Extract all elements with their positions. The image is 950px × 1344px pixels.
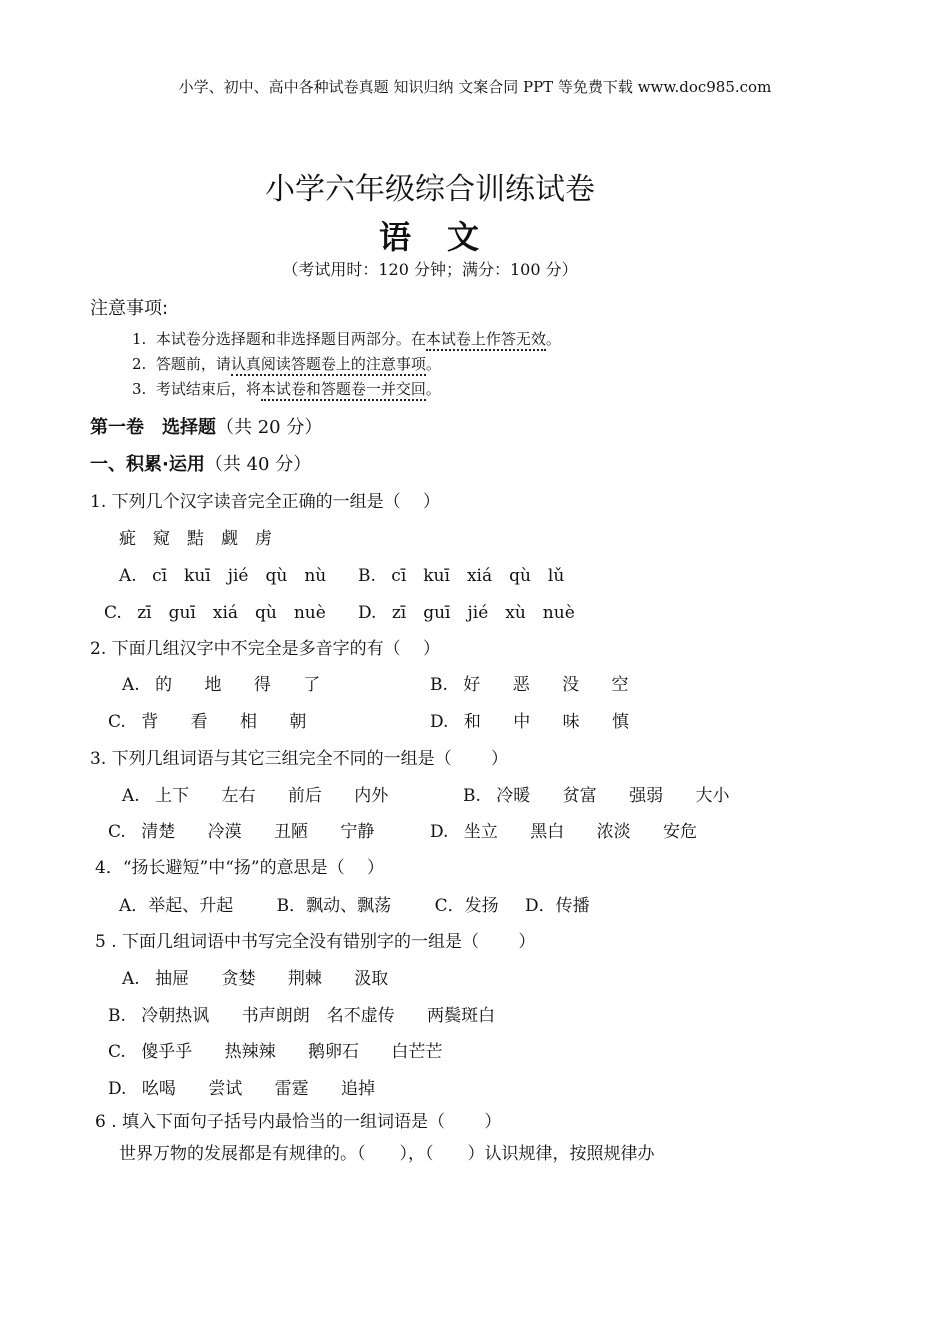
notice-item-text: 考试结束后，将 (155, 380, 261, 398)
question-4-options: A．举起、升起 B．飘动、飘荡 C．发扬 D．传播 (119, 896, 590, 916)
notice-item-end: 。 (425, 355, 441, 373)
question-3-option-a: A. 上下 左右 前后 内外 (122, 786, 389, 806)
notice-item (132, 378, 441, 399)
exam-info: （考试用时：120 分钟；满分：100 分） (282, 260, 578, 279)
question-2-option-b: B. 好 恶 没 空 (430, 675, 629, 695)
question-5-option-c: C. 傻乎乎 热辣辣 鹅卵石 白芒芒 (108, 1042, 443, 1062)
question-2-option-a: A. 的 地 得 了 (122, 675, 321, 695)
question-2-option-d: D. 和 中 味 慎 (430, 712, 630, 732)
question-1-chars: 疵 窥 黠 觑 虏 (119, 529, 272, 549)
part-heading (90, 413, 322, 439)
notice-item-end: 。 (425, 380, 441, 398)
question-6-stem: 6 . 填入下面句子括号内最恰当的一组词语是（ ） (95, 1112, 502, 1132)
section-heading (90, 450, 311, 476)
emphasis-text: 认真阅读答题卷上的注意事项 (231, 355, 426, 376)
question-5-option-d: D. 吆喝 尝试 雷霆 追掉 (108, 1079, 376, 1099)
notice-item-number: 2. (132, 355, 147, 373)
question-5-option-b: B. 冷朝热讽 书声朗朗 名不虚传 两鬓斑白 (108, 1006, 496, 1026)
notice-item-number: 1. (132, 330, 147, 348)
question-4-stem: 4．“扬长避短”中“扬”的意思是（ ） (95, 858, 384, 878)
notice-item-text: 本试卷分选择题和非选择题目两部分。在 (155, 330, 426, 348)
question-6-sentence: 世界万物的发展都是有规律的。（ ），（ ）认识规律，按照规律办 (119, 1144, 655, 1164)
question-2-option-c: C. 背 看 相 朝 (108, 712, 307, 732)
section-title: 一、积累·运用 (90, 454, 205, 475)
notice-item-text: 答题前，请 (155, 355, 231, 373)
notice-item (132, 353, 441, 374)
question-3-option-d: D. 坐立 黑白 浓淡 安危 (430, 822, 698, 842)
exam-title: 小学六年级综合训练试卷 (265, 172, 595, 207)
notice-item-number: 3. (132, 380, 147, 398)
notice-item-end: 。 (545, 330, 561, 348)
site-header: 小学、初中、高中各种试卷真题 知识归纳 文案合同 PPT 等免费下载 www.doc985.com (178, 78, 772, 96)
notice-heading: 注意事项: (90, 298, 169, 319)
question-3-option-b: B. 冷暖 贫富 强弱 大小 (463, 786, 730, 806)
question-5-stem: 5 . 下面几组词语中书写完全没有错别字的一组是（ ） (95, 932, 536, 952)
notice-item (132, 328, 561, 349)
part-title: 第一卷 选择题 (90, 417, 216, 438)
question-1-stem: 1. 下列几个汉字读音完全正确的一组是（ ） (90, 492, 441, 512)
question-3-option-c: C. 清楚 冷漠 丑陋 宁静 (108, 822, 375, 842)
question-1-option-d: D. zī guī jié xù nuè (358, 603, 575, 623)
emphasis-text: 本试卷上作答无效 (426, 330, 546, 351)
section-score: （共 40 分） (204, 454, 312, 475)
question-1-option-c: C. zī guī xiá qù nuè (104, 603, 326, 623)
question-3-stem: 3. 下列几组词语与其它三组完全不同的一组是（ ） (90, 749, 509, 769)
question-5-option-a: A. 抽屉 贪婪 荆棘 汲取 (122, 969, 389, 989)
question-1-option-a: A. cī kuī jié qù nù (119, 566, 327, 586)
exam-subject: 语 文 (378, 218, 481, 256)
question-2-stem: 2. 下面几组汉字中不完全是多音字的有（ ） (90, 639, 441, 659)
emphasis-text: 本试卷和答题卷一并交回 (261, 380, 426, 401)
part-score: （共 20 分） (216, 417, 323, 438)
question-1-option-b: B. cī kuī xiá qù lǔ (358, 566, 565, 586)
